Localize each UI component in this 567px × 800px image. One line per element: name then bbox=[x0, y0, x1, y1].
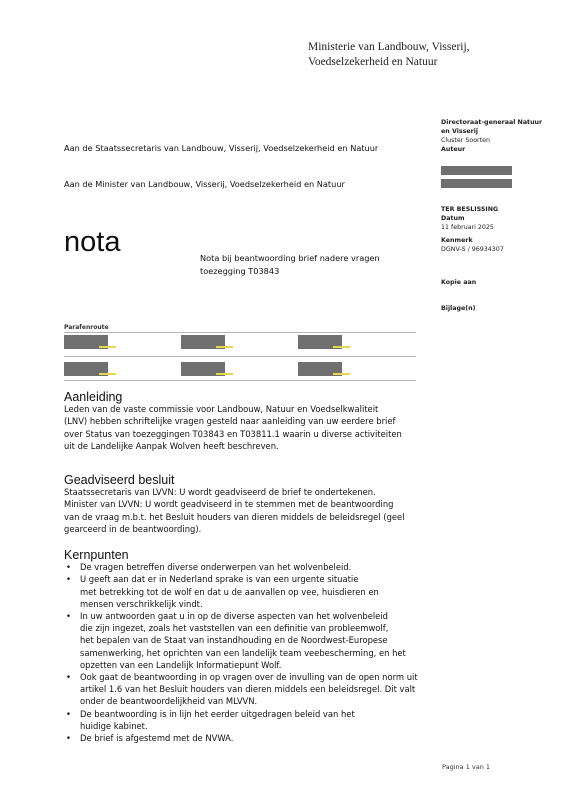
paraaf-highlight-5 bbox=[216, 373, 233, 375]
paraaf-highlight-6 bbox=[333, 373, 350, 375]
kernpunt-item bbox=[64, 708, 454, 732]
addressee-minister: Aan de Minister van Landbouw, Visserij, Voedselzekerheid en Natuur bbox=[64, 179, 345, 189]
redacted-author-1 bbox=[441, 166, 512, 175]
kernpunten-list bbox=[64, 561, 454, 744]
reference-value: DGNV-S / 96934307 bbox=[441, 246, 504, 253]
paraaf-highlight-1 bbox=[99, 346, 116, 348]
aanleiding-line: (LNV) hebben schriftelijke vragen gesteld naar aanleiding van uw eerdere brief bbox=[64, 416, 396, 427]
decision-label: TER BESLISSING bbox=[441, 206, 499, 213]
sidebar-directorate bbox=[441, 118, 542, 154]
cluster-name: Cluster Soorten bbox=[441, 137, 490, 144]
kernpunt-line: artikel 1.6 van het Besluit houders van dieren middels een beleidsregel. Dit valt bbox=[80, 684, 416, 695]
paraaf-highlight-2 bbox=[216, 346, 233, 348]
section-aanleiding bbox=[64, 391, 454, 452]
date-value: 11 februari 2025 bbox=[441, 224, 494, 231]
aanleiding-line: Leden van de vaste commissie voor Landbouw, Natuur en Voedselkwaliteit bbox=[64, 404, 379, 415]
section-besluit bbox=[64, 474, 454, 535]
sidebar-attachments bbox=[441, 304, 476, 313]
kernpunt-line: het bepalen van de Staat van instandhouding en de Noordwest-Europese bbox=[80, 635, 388, 646]
aanleiding-heading: Aanleiding bbox=[64, 390, 123, 404]
directorate-line-1: Directoraat-generaal Natuur bbox=[441, 119, 543, 126]
kernpunt-line: • De brief is afgestemd met de NVWA. bbox=[80, 733, 234, 744]
kernpunt-line: • U geeft aan dat er in Nederland sprake is van een urgente situatie bbox=[80, 574, 359, 585]
kernpunt-item bbox=[64, 671, 454, 708]
subject bbox=[200, 252, 380, 277]
redacted-author-2 bbox=[441, 179, 512, 188]
kernpunt-line: met betrekking tot de wolf en dat u de aanvallen op vee, huisdieren en bbox=[80, 586, 379, 597]
date-label: Datum bbox=[441, 215, 465, 222]
kernpunt-line: • De beantwoording is in lijn het eerder uitgedragen beleid van het bbox=[80, 708, 355, 719]
kernpunt-item bbox=[64, 573, 454, 610]
parafenroute-line-3 bbox=[64, 380, 416, 381]
paraaf-highlight-4 bbox=[99, 373, 116, 375]
kernpunt-line: • De vragen betreffen diverse onderwerpen van het wolvenbeleid. bbox=[80, 562, 352, 573]
kernpunten-heading: Kernpunten bbox=[64, 548, 129, 562]
besluit-line: gearceerd in de beantwoording). bbox=[64, 523, 202, 534]
paraaf-highlight-3 bbox=[333, 346, 350, 348]
ministry-name bbox=[308, 40, 470, 69]
aanleiding-line: over Status van toezeggingen T03843 en T03811.1 waarin u diverse activiteiten bbox=[64, 428, 402, 439]
addressee-secretary: Aan de Staatssecretaris van Landbouw, Visserij, Voedselzekerheid en Natuur bbox=[64, 143, 379, 153]
parafenroute-label: Parafenroute bbox=[64, 324, 109, 331]
kernpunt-line: die zijn ingezet, zoals het vaststellen van een definitie van probleemwolf, bbox=[80, 623, 389, 634]
besluit-line: Minister van LVVN: U wordt geadviseerd in te stemmen met de beantwoording bbox=[64, 499, 394, 510]
parafenroute-line-2 bbox=[64, 356, 416, 357]
document-type: nota bbox=[64, 226, 121, 258]
besluit-heading: Geadviseerd besluit bbox=[64, 473, 175, 487]
kernpunt-line: • Ook gaat de beantwoording in op vragen over de invulling van de open norm uit bbox=[80, 672, 418, 683]
kernpunt-line: onder de beantwoordelijkheid van MLVVN. bbox=[80, 696, 258, 707]
ministry-line-2: Voedselzekerheid en Natuur bbox=[308, 55, 438, 68]
kernpunt-line: • In uw antwoorden gaat u in op de diverse aspecten van het wolvenbeleid bbox=[80, 611, 388, 622]
kernpunt-line: mensen verschrikkelijk vindt. bbox=[80, 598, 203, 609]
attachment-label: Bijlage(n) bbox=[441, 305, 476, 312]
kernpunt-line: samenwerking, het oprichten van een landelijk team veebescherming, en het bbox=[80, 647, 406, 658]
kernpunt-line: opzetten van een Landelijk Informatiepunt Wolf. bbox=[80, 659, 282, 670]
kernpunt-item bbox=[64, 732, 454, 744]
sidebar-decision bbox=[441, 205, 504, 254]
subject-line-1: Nota bij beantwoording brief nadere vragen bbox=[200, 253, 380, 263]
page-number: Pagina 1 van 1 bbox=[442, 763, 491, 771]
reference-label: Kenmerk bbox=[441, 237, 473, 244]
besluit-line: van de vraag m.b.t. het Besluit houders van dieren middels de beleidsregel (geel bbox=[64, 511, 405, 522]
copy-label: Kopie aan bbox=[441, 279, 477, 286]
section-kernpunten bbox=[64, 549, 454, 744]
kernpunt-item bbox=[64, 561, 454, 573]
sidebar-copy bbox=[441, 278, 476, 287]
kernpunt-item bbox=[64, 610, 454, 671]
kernpunt-line: huidige kabinet. bbox=[80, 720, 148, 731]
author-label: Auteur bbox=[441, 146, 466, 153]
parafenroute-line-1 bbox=[64, 332, 416, 333]
subject-line-2: toezegging T03843 bbox=[200, 265, 280, 276]
besluit-line: Staatssecretaris van LVVN: U wordt geadviseerd de brief te ondertekenen. bbox=[64, 487, 376, 498]
ministry-line-1: Ministerie van Landbouw, Visserij, bbox=[308, 41, 470, 53]
directorate-line-2: en Visserij bbox=[441, 128, 479, 135]
aanleiding-line: uit de Landelijke Aanpak Wolven heeft beschreven. bbox=[64, 440, 279, 451]
